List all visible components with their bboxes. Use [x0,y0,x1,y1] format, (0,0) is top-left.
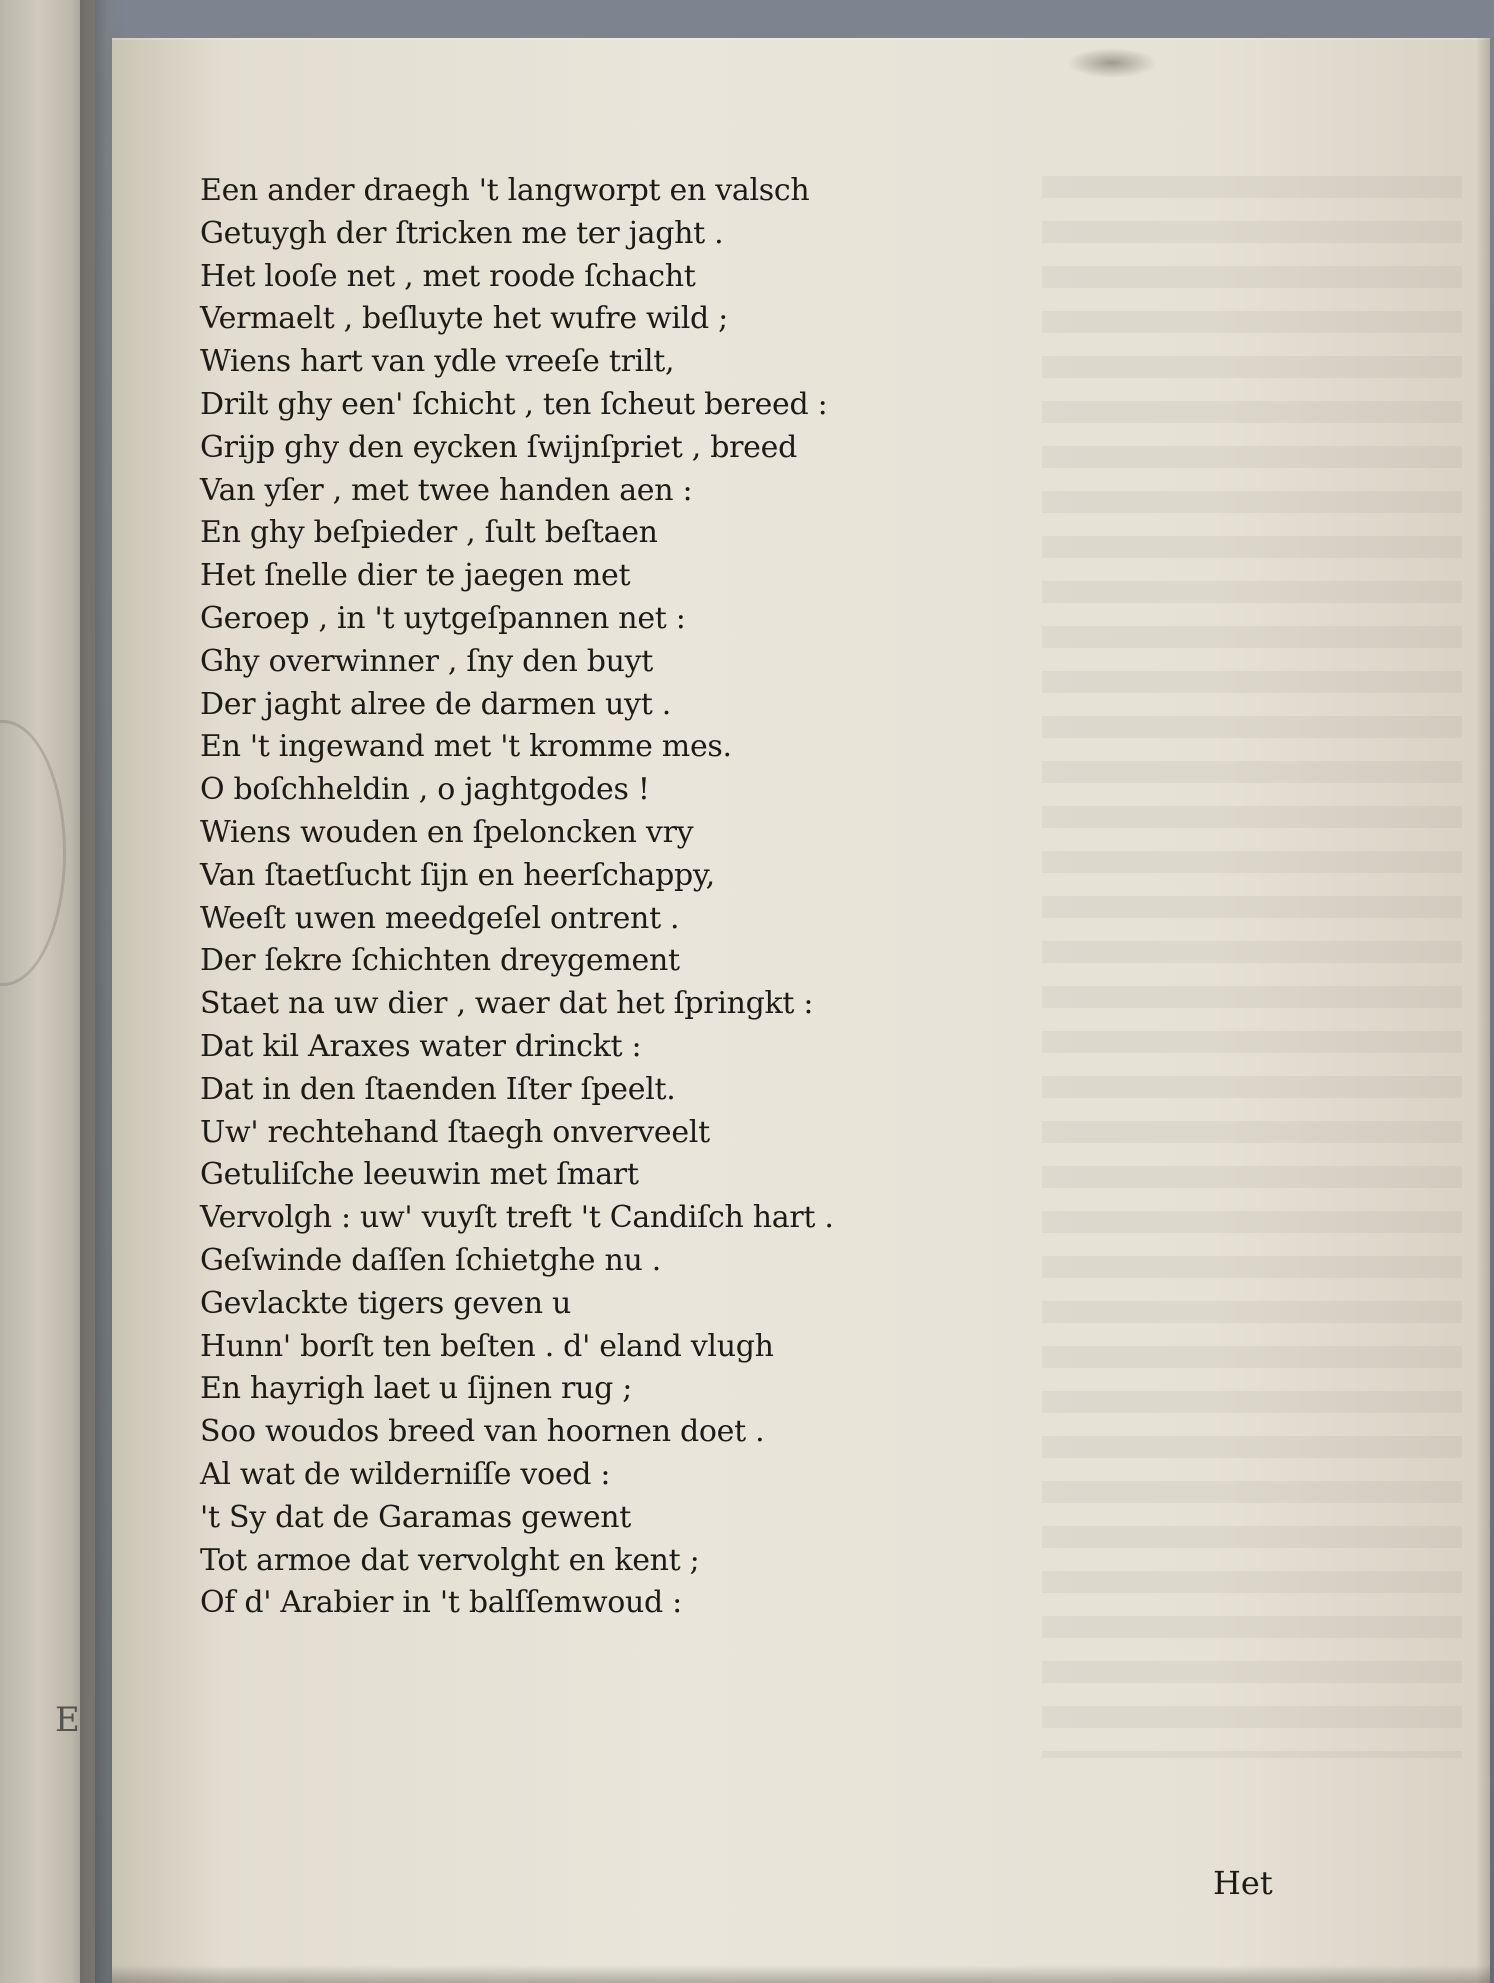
poem-line: Het looſe net , met roode ſchacht [200,258,696,294]
poem-line: Van ſtaetſucht ſijn en heerſchappy, [200,857,715,893]
poem-line: O boſchheldin , o jaghtgodes ! [200,772,650,808]
show-through-text [1042,158,1462,1758]
page-bottom-shadow [112,1965,1490,1983]
poem-line: Grijp ghy den eycken ſwijnſpriet , breed [200,429,797,465]
poem-line: Der ſekre ſchichten dreygement [200,943,680,979]
poem-line: Geſwinde daſſen ſchietghe nu . [200,1242,661,1278]
poem-line: Dat in den ſtaenden Iſter ſpeelt. [200,1071,676,1107]
poem-line: Weeſt uwen meedgeſel ontrent . [200,900,680,936]
poem-line: Dat kil Araxes water drinckt : [200,1028,642,1064]
poem-line: Drilt ghy een' ſchicht , ten ſcheut bereed : [200,386,828,422]
right-page [112,38,1490,1983]
poem-line: Vervolgh : uw' vuyſt treft 't Candiſch hart . [200,1200,834,1236]
poem-line: Staet na uw dier , waer dat het ſpringkt : [200,986,814,1022]
poem-line: Getuliſche leeuwin met ſmart [200,1157,639,1193]
poem-line: Of d' Arabier in 't balſſemwoud : [200,1585,682,1621]
poem-line: En hayrigh laet u ſijnen rug ; [200,1371,633,1407]
poem-line: Gevlackte tigers geven u [200,1285,571,1321]
poem-line: 't Sy dat de Garamas gewent [200,1499,632,1535]
poem-line: En 't ingewand met 't kromme mes. [200,729,732,765]
left-page-letter-fragment: E [55,1700,80,1740]
poem-line: Uw' rechtehand ſtaegh onverveelt [200,1114,710,1150]
poem-line: Ghy overwinner , ſny den buyt [200,643,654,679]
ink-smudge [1067,48,1157,78]
poem-text [200,170,834,1625]
poem-line: Al wat de wilderniſſe voed : [200,1456,611,1492]
poem-line: Tot armoe dat vervolght en kent ; [200,1542,700,1578]
catchword: Het [1213,1864,1273,1902]
poem-line: Hunn' borſt ten beſten . d' eland vlugh [200,1328,774,1364]
poem-line: En ghy beſpieder , ſult beſtaen [200,515,658,551]
poem-line: Van yſer , met twee handen aen : [200,472,693,508]
poem-line: Wiens hart van ydle vreeſe trilt, [200,344,675,380]
page-edge-shadow [1476,38,1490,1983]
left-page-ornament [0,720,66,986]
poem-line: Geroep , in 't uytgeſpannen net : [200,600,686,636]
poem-line: Het ſnelle dier te jaegen met [200,558,631,594]
poem-line: Wiens wouden en ſpeloncken vry [200,814,694,850]
poem-line: Getuygh der ſtricken me ter jaght . [200,215,724,251]
poem-line: Vermaelt , beſluyte het wufre wild ; [200,301,728,337]
poem-line: Een ander draegh 't langworpt en valsch [200,173,810,208]
poem-line: Soo woudos breed van hoornen doet . [200,1414,765,1450]
poem-line: Der jaght alree de darmen uyt . [200,686,671,722]
